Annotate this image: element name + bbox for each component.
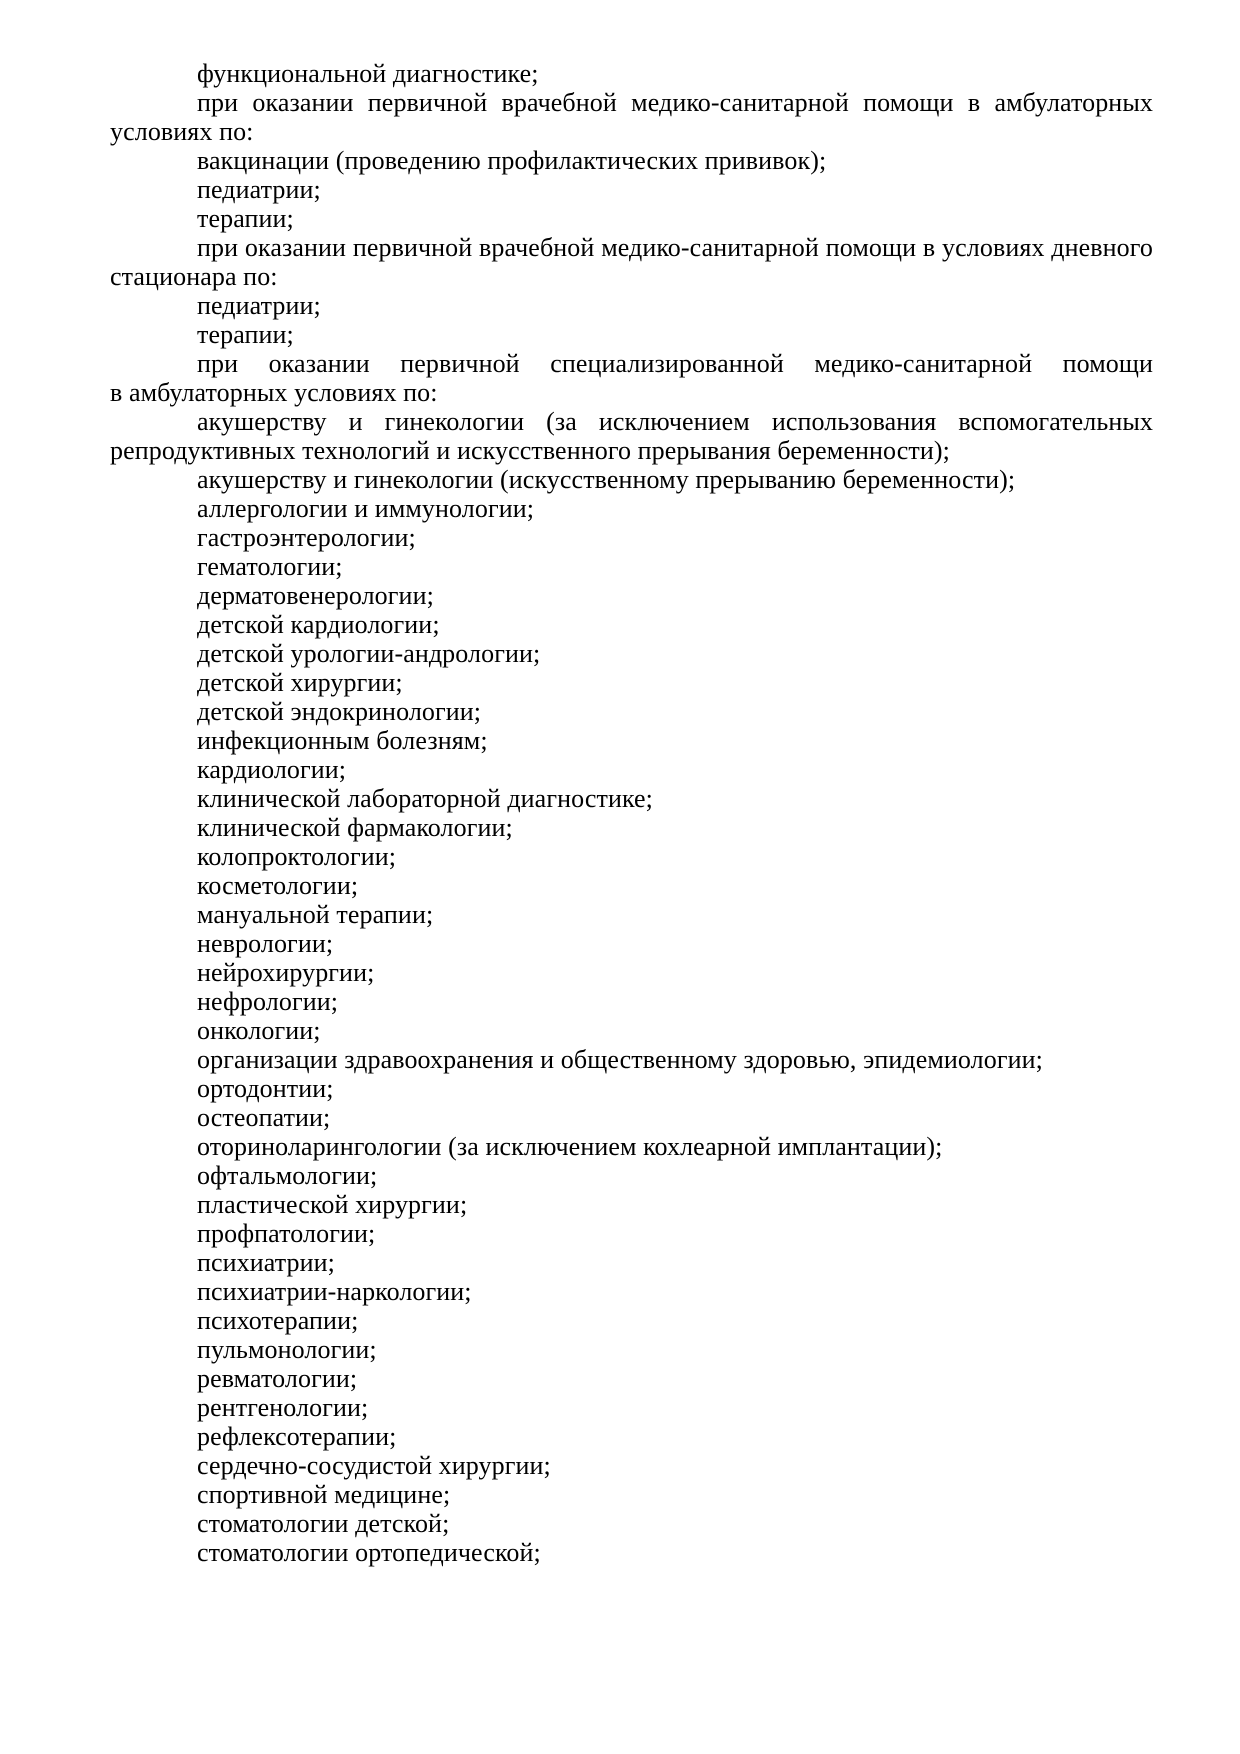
text-line: клинической фармакологии; — [197, 813, 513, 842]
text-line: гематологии; — [197, 552, 343, 581]
text-line: оториноларингологии (за исключением кохлеарной имплантации); — [197, 1132, 943, 1161]
text-line: пульмонологии; — [197, 1335, 377, 1364]
text-line: стационара по: — [110, 262, 278, 291]
text-line: функциональной диагностике; — [197, 59, 539, 88]
text-line: спортивной медицине; — [197, 1480, 451, 1509]
text-line: условиях по: — [110, 117, 254, 146]
text-line: в амбулаторных условиях по: — [110, 378, 438, 407]
text-line: педиатрии; — [197, 175, 321, 204]
text-line: гастроэнтерологии; — [197, 523, 416, 552]
text-line: психотерапии; — [197, 1306, 359, 1335]
text-line: детской кардиологии; — [197, 610, 440, 639]
text-line: мануальной терапии; — [197, 900, 434, 929]
text-line: пластической хирургии; — [197, 1190, 468, 1219]
text-line: рефлексотерапии; — [197, 1422, 397, 1451]
text-line: ревматологии; — [197, 1364, 358, 1393]
text-line: офтальмологии; — [197, 1161, 378, 1190]
text-line: остеопатии; — [197, 1103, 331, 1132]
text-line: стоматологии детской; — [197, 1509, 450, 1538]
text-line: неврологии; — [197, 929, 334, 958]
text-line: нейрохирургии; — [197, 958, 375, 987]
text-line: при оказании первичной специализированной медико-санитарной помощи — [197, 349, 1153, 378]
text-line: инфекционным болезням; — [197, 726, 488, 755]
text-line: аллергологии и иммунологии; — [197, 494, 535, 523]
text-line: нефрологии; — [197, 987, 339, 1016]
text-line: акушерству и гинекологии (искусственному прерыванию беременности); — [197, 465, 1016, 494]
text-line: дерматовенерологии; — [197, 581, 434, 610]
document-text-block — [110, 59, 1153, 1567]
text-line: вакцинации (проведению профилактических прививок); — [197, 146, 827, 175]
text-line: профпатологии; — [197, 1219, 376, 1248]
text-line: детской урологии-андрологии; — [197, 639, 541, 668]
text-line: колопроктологии; — [197, 842, 397, 871]
text-line: ортодонтии; — [197, 1074, 334, 1103]
text-line: косметологии; — [197, 871, 359, 900]
text-line: психиатрии-наркологии; — [197, 1277, 472, 1306]
text-line: детской хирургии; — [197, 668, 403, 697]
text-line: при оказании первичной врачебной медико-санитарной помощи в условиях дневного — [197, 233, 1153, 262]
text-line: терапии; — [197, 204, 294, 233]
text-line: стоматологии ортопедической; — [197, 1538, 541, 1567]
text-line: организации здравоохранения и общественному здоровью, эпидемиологии; — [197, 1045, 1043, 1074]
text-line: онкологии; — [197, 1016, 321, 1045]
text-line: клинической лабораторной диагностике; — [197, 784, 654, 813]
text-line: рентгенологии; — [197, 1393, 369, 1422]
text-line: детской эндокринологии; — [197, 697, 482, 726]
text-line: кардиологии; — [197, 755, 347, 784]
text-line: акушерству и гинекологии (за исключением использования вспомогательных — [197, 407, 1153, 436]
text-line: сердечно-сосудистой хирургии; — [197, 1451, 551, 1480]
text-line: психиатрии; — [197, 1248, 335, 1277]
text-line: педиатрии; — [197, 291, 321, 320]
text-line: при оказании первичной врачебной медико-санитарной помощи в амбулаторных — [197, 88, 1153, 117]
text-line: репродуктивных технологий и искусственного прерывания беременности); — [110, 436, 950, 465]
text-line: терапии; — [197, 320, 294, 349]
